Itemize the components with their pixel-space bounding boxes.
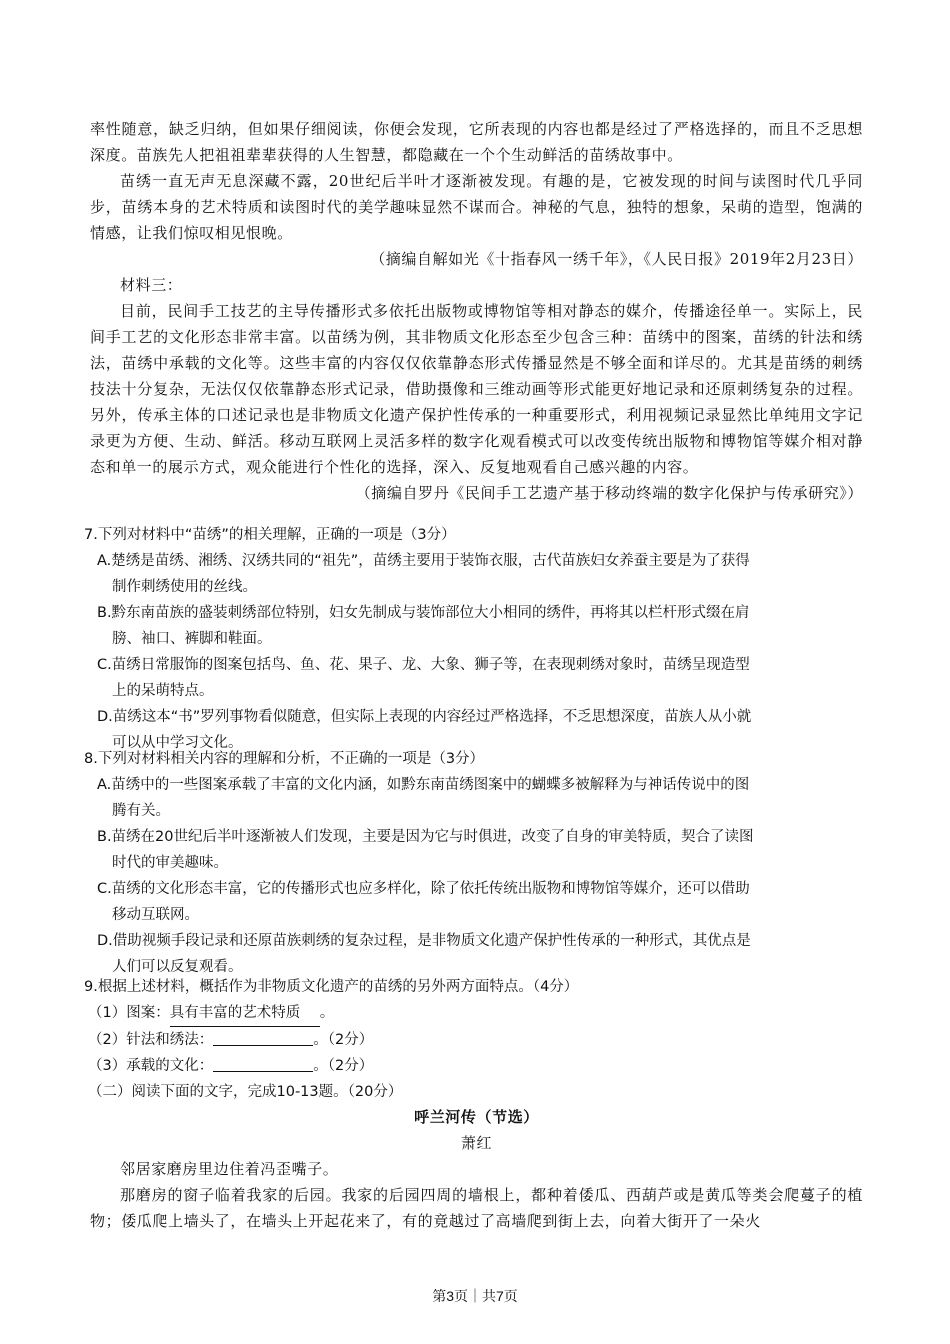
page-footer: 第3页｜共7页 xyxy=(432,1288,518,1304)
question-7-option-b: B.黔东南苗族的盛装刺绣部位特别，妇女先制成与装饰部位大小相同的绣件，再将其以栏杆形式缀在肩 膀、袖口、裤脚和鞋面。 xyxy=(97,605,750,647)
material-two-paragraph-2: 苗绣一直无声无息深藏不露，20世纪后半叶才逐渐被发现。有趣的是，它被发现的时间与读图时代几乎同步，苗绣本身的艺术特质和读图时代的美学趣味显然不谋而合。神秘的气息，独特的想象，呆萌的造型，饱满的情感，让我们惊叹相见恨晚。 xyxy=(90,172,863,242)
question-8-option-d: D.借助视频手段记录和还原苗族刺绣的复杂过程，是非物质文化遗产保护性传承的一种形式，其优点是 人们可以反复观看。 xyxy=(97,933,751,975)
section-two-heading: （二）阅读下面的文字，完成10-13题。（20分） xyxy=(88,1084,403,1100)
answer-line-2[interactable] xyxy=(213,1029,313,1046)
answer-line-3[interactable] xyxy=(213,1055,313,1072)
material-two-paragraph-1: 率性随意，缺乏归纳，但如果仔细阅读，你便会发现，它所表现的内容也都是经过了严格选择的，而且不乏思想深度。苗族先人把祖祖辈辈获得的人生智慧，都隐藏在一个个生动鲜活的苗绣故事中。 xyxy=(90,120,863,164)
question-9-stem: 9.根据上述材料，概括作为非物质文化遗产的苗绣的另外两方面特点。（4分） xyxy=(84,979,579,995)
question-8-option-a: A.苗绣中的一些图案承载了丰富的文化内涵，如黔东南苗绣图案中的蝴蝶多被解释为与神话传说中的图 腾有关。 xyxy=(97,777,750,819)
question-9-line-1: （1）图案：具有丰富的艺术特质 。 xyxy=(84,1000,869,1027)
question-7 xyxy=(84,522,869,756)
question-8-option-b: B.苗绣在20世纪后半叶逐渐被人们发现，主要是因为它与时俱进，改变了自身的审美特质，契合了读图 时代的审美趣味。 xyxy=(97,829,754,871)
material-three-source: （摘编自罗丹《民间手工艺遗产基于移动终端的数字化保护与传承研究》） xyxy=(355,484,863,502)
question-7-option-d: D.苗绣这本“书”罗列事物看似随意，但实际上表现的内容经过严格选择，不乏思想深度，苗族人从小就 可以从中学习文化。 xyxy=(97,709,752,751)
question-8 xyxy=(84,746,869,980)
passage-paragraph-2: 那磨房的窗子临着我家的后园。我家的后园四周的墙根上，都种着倭瓜、西葫芦或是黄瓜等类会爬蔓子的植物；倭瓜爬上墙头了，在墙头上开起花来了，有的竟越过了高墙爬到街上去，向着大街开了一朵火 xyxy=(90,1186,863,1230)
question-7-option-c: C.苗绣日常服饰的图案包括鸟、鱼、花、果子、龙、大象、狮子等，在表现刺绣对象时，苗绣呈现造型 上的呆萌特点。 xyxy=(97,657,750,699)
question-7-option-a: A.楚绣是苗绣、湘绣、汉绣共同的“祖先”，苗绣主要用于装饰衣服，古代苗族妇女养蚕主要是为了获得 制作刺绣使用的丝线。 xyxy=(97,553,750,595)
question-9 xyxy=(84,974,869,1105)
question-7-stem: 7.下列对材料中“苗绣”的相关理解，正确的一项是（3分） xyxy=(84,527,456,543)
reading-passage xyxy=(90,1104,863,1234)
material-three xyxy=(90,272,863,506)
passage-title: 呼兰河传（节选） xyxy=(414,1108,539,1126)
material-two-source: （摘编自解如光《十指春风一绣千年》，《人民日报》2019年2月23日） xyxy=(370,250,863,268)
passage-author: 萧红 xyxy=(460,1134,493,1152)
passage-paragraph-1: 邻居家磨房里边住着冯歪嘴子。 xyxy=(120,1160,339,1178)
question-9-line-3: （3）承载的文化： 。（2分） xyxy=(84,1053,869,1079)
material-three-label: 材料三： xyxy=(120,276,183,294)
material-two-tail xyxy=(90,116,863,272)
material-three-text: 目前，民间手工技艺的主导传播形式多依托出版物或博物馆等相对静态的媒介，传播途径单一。实际上，民间手工艺的文化形态非常丰富。以苗绣为例，其非物质文化形态至少包含三种：苗绣中的图案，苗绣的针法和绣法，苗绣中承载的文化等。这些丰富的内容仅仅依靠静态形式传播显然是不够全面和详尽的。尤其是苗绣的刺绣技法十分复杂，无法仅仅依靠静态形式记录，借助摄像和三维动画等形式能更好地记录和还原刺绣复杂的过程。另外，传承主体的口述记录也是非物质文化遗产保护性传承的一种重要形式，利用视频记录显然比单纯用文字记录更为方便、生动、鲜活。移动互联网上灵活多样的数字化观看模式可以改变传统出版物和博物馆等媒介相对静态和单一的展示方式，观众能进行个性化的选择，深入、反复地观看自己感兴趣的内容。 xyxy=(90,302,863,476)
question-8-stem: 8.下列对材料相关内容的理解和分析，不正确的一项是（3分） xyxy=(84,751,485,767)
answer-line-1[interactable]: 具有丰富的艺术特质 xyxy=(170,1000,320,1027)
question-9-line-2: （2）针法和绣法： 。（2分） xyxy=(84,1027,869,1053)
question-8-option-c: C.苗绣的文化形态丰富，它的传播形式也应多样化，除了依托传统出版物和博物馆等媒介，还可以借助 移动互联网。 xyxy=(97,881,750,923)
